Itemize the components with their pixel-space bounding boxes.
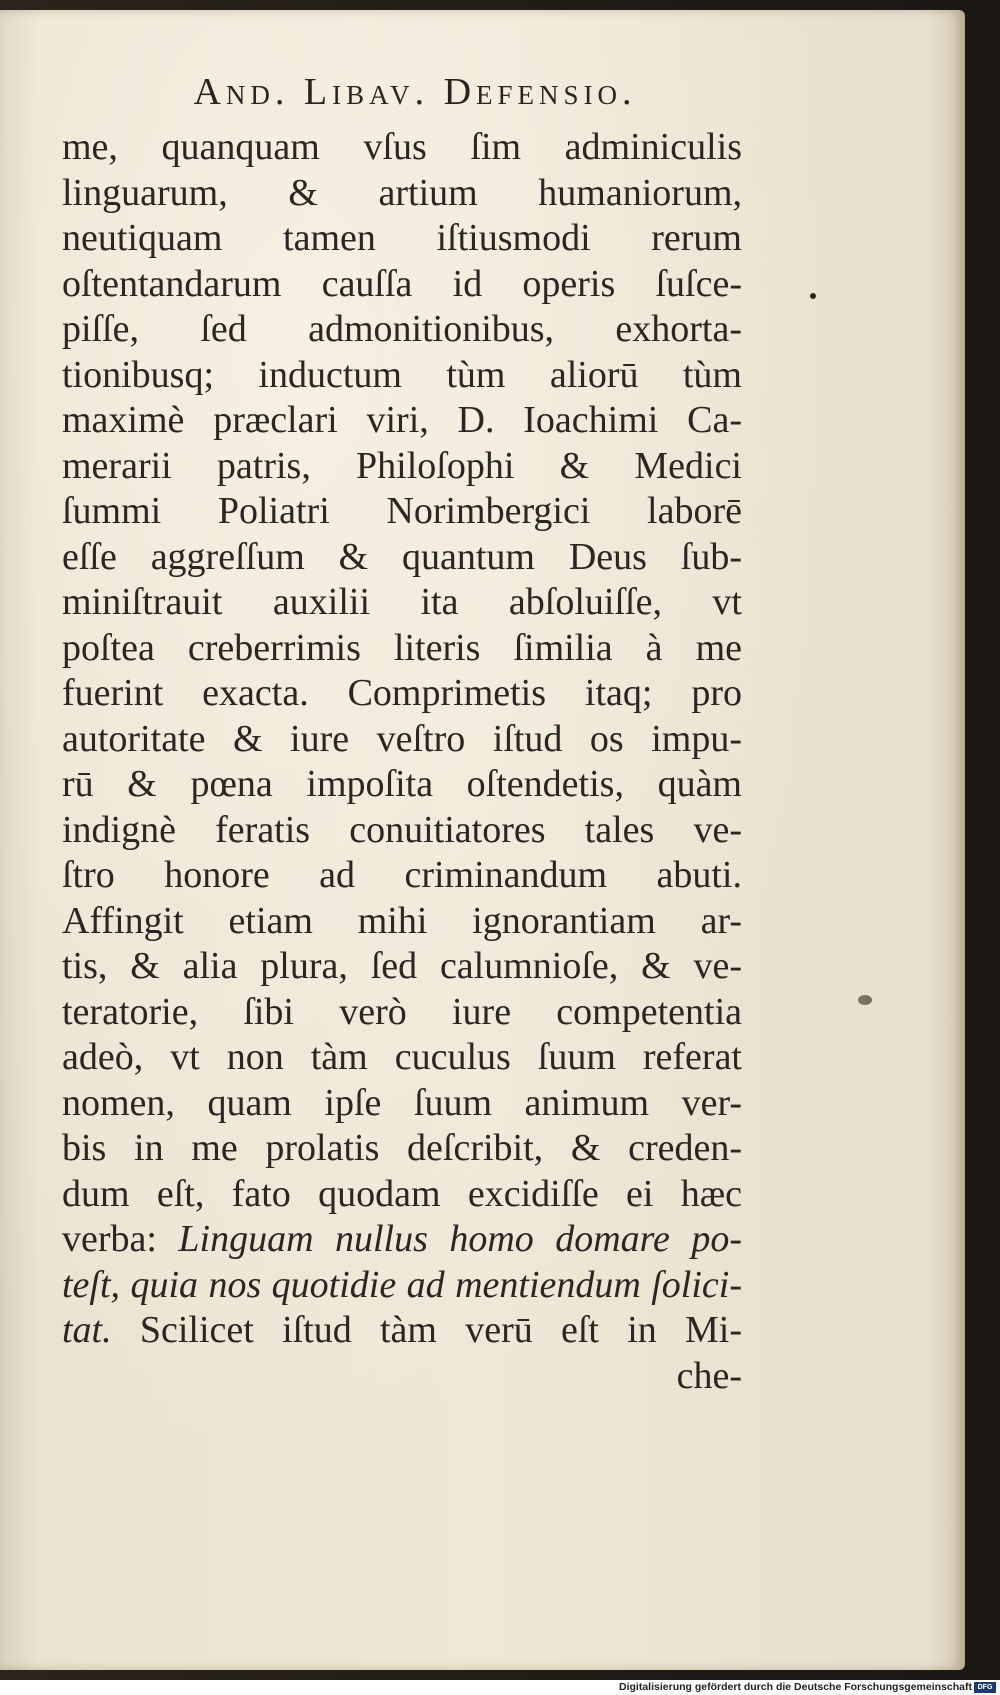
text-line: neutiquam tamen iſtiusmodi rerum (62, 217, 742, 259)
text-lines (62, 125, 742, 1354)
quotation-italic: Linguam nullus homo domare po- (178, 1218, 742, 1260)
text-line: rū & pœna impoſita oſtendetis, quàm (62, 763, 742, 805)
book-page (0, 10, 965, 1670)
text-line: tis, & alia plura, ſed calumnioſe, & ve- (62, 945, 742, 987)
text-line: maximè præclari viri, D. Ioachimi Ca- (62, 399, 742, 441)
running-head: And. Libav. Defensio. (193, 71, 637, 113)
text-line: linguarum, & artium humaniorum, (62, 171, 742, 214)
funding-credit: Digitalisierung gefördert durch die Deutsche Forschungsgemeinschaft (619, 1681, 972, 1693)
text-line: merarii patris, Philoſophi & Medici (62, 444, 742, 487)
text-line: poſtea creberrimis literis ſimilia à me (62, 626, 742, 669)
ink-speck (810, 293, 816, 299)
catchword: che- (676, 1354, 742, 1397)
dfg-logo-icon: DFG (974, 1682, 996, 1693)
text-line: verba: Linguam nullus homo domare po- (62, 1218, 742, 1260)
text-line: ſtro honore ad criminandum abuti. (62, 854, 742, 896)
body-text (62, 125, 742, 1399)
text-line: teratorie, ſibi verò iure competentia (62, 990, 742, 1033)
text-line: miniſtrauit auxilii ita abſoluiſſe, vt (62, 581, 742, 623)
text-line: indignè feratis conuitiatores tales ve- (62, 808, 742, 851)
text-line: eſſe aggreſſum & quantum Deus ſub- (62, 535, 742, 578)
text-line: ſummi Poliatri Norimbergici laborē (62, 490, 742, 532)
text-line: fuerint exacta. Comprimetis itaq; pro (62, 672, 742, 714)
text-line: dum eſt, fato quodam excidiſſe ei hæc (62, 1172, 742, 1215)
ink-speck (858, 995, 872, 1005)
quotation-italic: tat. (62, 1309, 112, 1351)
text-line: teſt, quia nos quotidie ad mentiendum ſolici- (62, 1263, 742, 1306)
text-line: autoritate & iure veſtro iſtud os impu- (62, 717, 742, 760)
footer-bar (0, 1680, 1000, 1695)
text-line: tat. Scilicet iſtud tàm verū eſt in Mi- (62, 1309, 742, 1351)
text-line: bis in me prolatis deſcribit, & creden- (62, 1127, 742, 1169)
text-line: Affingit etiam mihi ignorantiam ar- (62, 899, 742, 942)
text-line: oſtentandarum cauſſa id operis ſuſce- (62, 262, 742, 305)
text-line: tionibusq; inductum tùm aliorū tùm (62, 353, 742, 396)
text-line: adeò, vt non tàm cuculus ſuum referat (62, 1036, 742, 1078)
text-line: me, quanquam vſus ſim adminiculis (62, 126, 742, 168)
text-line: nomen, quam ipſe ſuum animum ver- (62, 1081, 742, 1124)
text-line: piſſe, ſed admonitionibus, exhorta- (62, 308, 742, 350)
